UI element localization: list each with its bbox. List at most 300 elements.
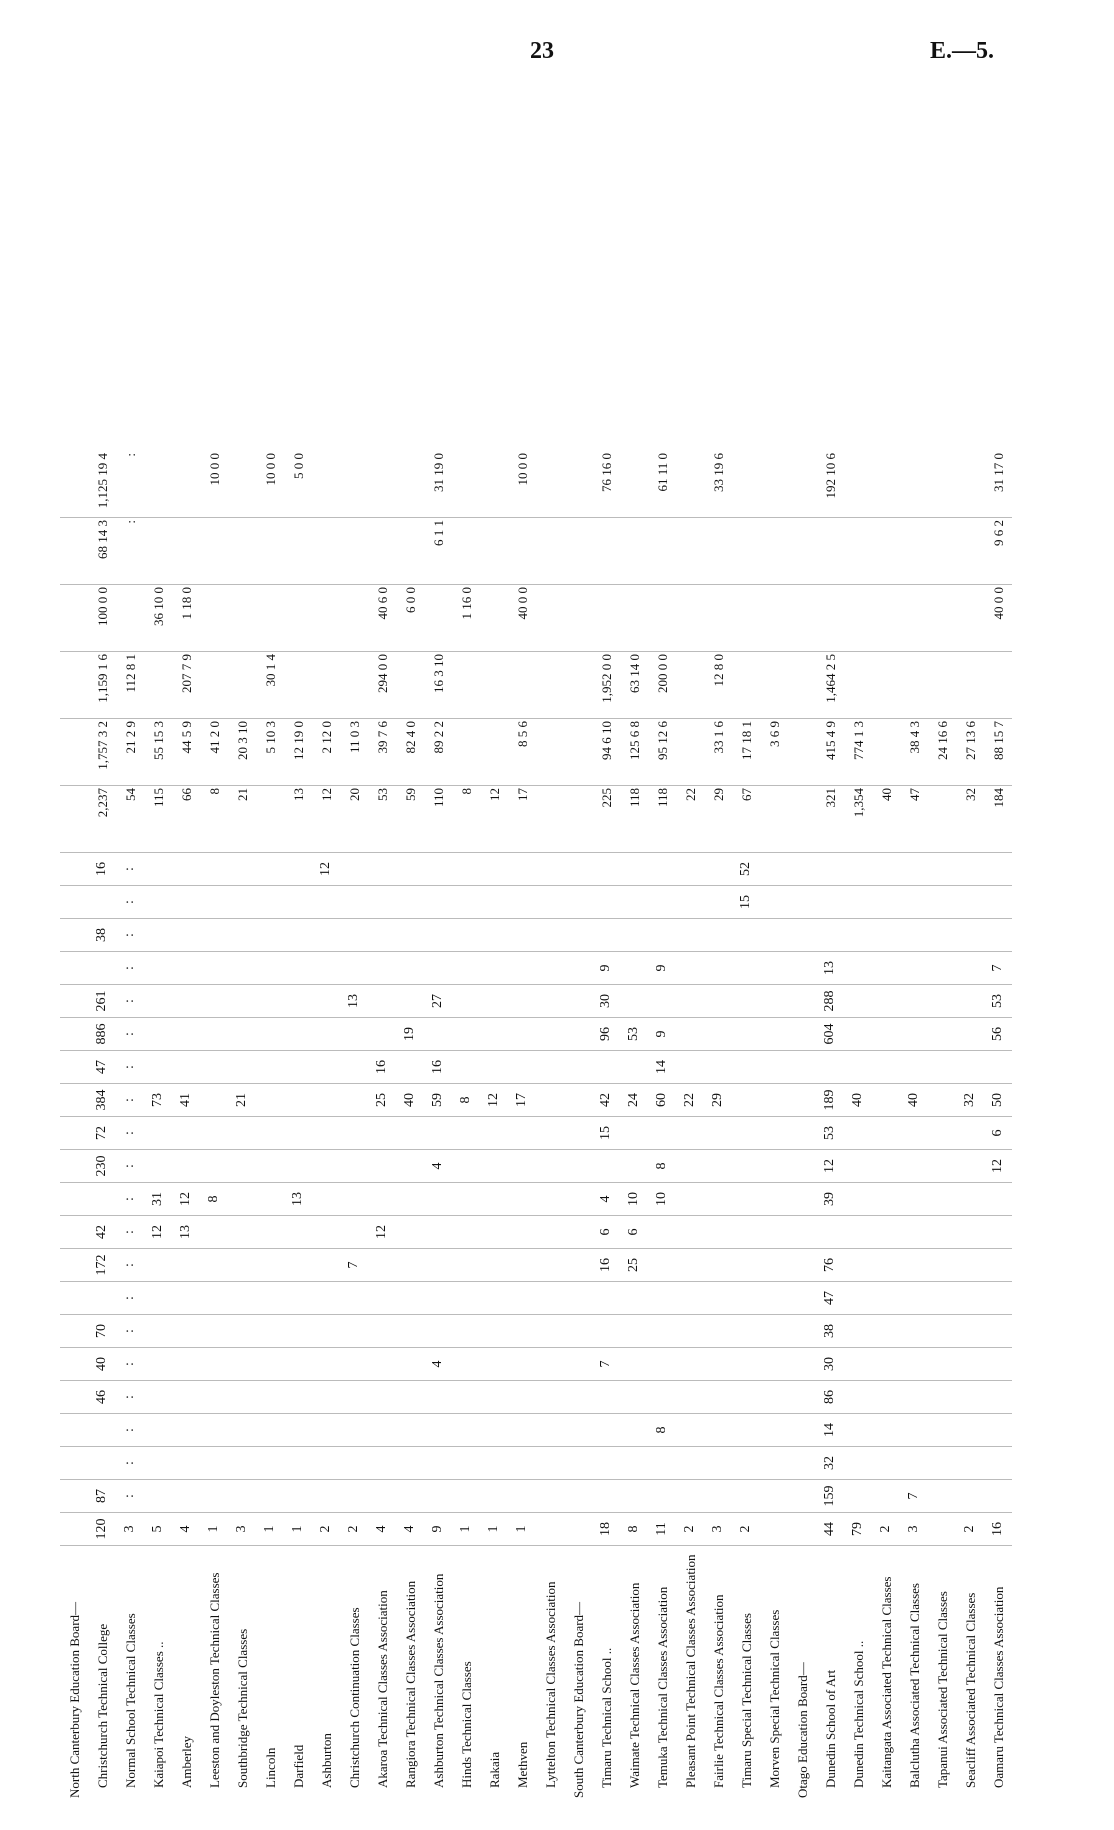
table-cell	[508, 985, 536, 1018]
table-row	[480, 451, 508, 1800]
table-cell	[340, 1183, 368, 1216]
table-row	[704, 451, 732, 1800]
table-cell	[312, 585, 340, 652]
table-cell: 2 12 0	[312, 719, 340, 786]
table-cell: 120	[88, 1513, 116, 1546]
table-cell	[620, 585, 648, 652]
table-cell	[396, 1414, 424, 1447]
table-cell	[872, 1249, 900, 1282]
table-cell	[144, 1447, 172, 1480]
table-cell: 3	[704, 1513, 732, 1546]
table-cell: 8 5 6	[508, 719, 536, 786]
table-cell	[452, 1315, 480, 1348]
table-cell: 8	[200, 786, 228, 853]
table-cell	[844, 1414, 872, 1447]
table-cell: :	[116, 919, 144, 952]
table-cell	[144, 919, 172, 952]
table-cell: 89 2 2	[424, 719, 452, 786]
table-cell: 7	[900, 1480, 928, 1513]
table-cell	[452, 1216, 480, 1249]
table-cell	[788, 1282, 816, 1315]
table-cell	[508, 1315, 536, 1348]
table-cell	[872, 985, 900, 1018]
table-cell: 7	[340, 1249, 368, 1282]
table-cell	[424, 585, 452, 652]
table-row	[536, 451, 564, 1800]
table-cell	[396, 952, 424, 985]
table-cell	[256, 585, 284, 652]
row-label: Normal School Technical Classes	[122, 1613, 138, 1788]
table-cell	[760, 1282, 788, 1315]
table-cell: 31 19 0	[424, 451, 452, 518]
table-cell	[760, 853, 788, 886]
table-cell	[676, 1348, 704, 1381]
table-cell	[676, 1018, 704, 1051]
table-cell	[452, 952, 480, 985]
table-cell	[872, 1117, 900, 1150]
table-cell	[396, 1315, 424, 1348]
table-cell	[340, 853, 368, 886]
table-cell: 44	[816, 1513, 844, 1546]
table-cell	[564, 919, 592, 952]
table-cell	[704, 919, 732, 952]
table-cell	[564, 652, 592, 719]
table-cell	[704, 1249, 732, 1282]
table-cell	[676, 1117, 704, 1150]
table-cell	[228, 1051, 256, 1084]
table-cell	[508, 1480, 536, 1513]
table-cell	[508, 1381, 536, 1414]
table-cell: 294 0 0	[368, 652, 396, 719]
table-cell	[928, 1381, 956, 1414]
table-cell	[900, 919, 928, 952]
table-cell	[508, 919, 536, 952]
row-label: Hinds Technical Classes	[458, 1661, 474, 1788]
table-cell: 36 10 0	[144, 585, 172, 652]
table-cell: 30	[816, 1348, 844, 1381]
table-cell: 20	[340, 786, 368, 853]
table-cell	[452, 1447, 480, 1480]
table-cell	[676, 853, 704, 886]
page-reference: E.—5.	[930, 38, 995, 64]
table-cell	[956, 1183, 984, 1216]
table-cell	[396, 886, 424, 919]
table-cell	[788, 886, 816, 919]
table-cell	[480, 1315, 508, 1348]
table-cell	[676, 1150, 704, 1183]
table-cell	[732, 1249, 760, 1282]
table-cell	[872, 1183, 900, 1216]
table-cell	[564, 1513, 592, 1546]
table-cell	[844, 1249, 872, 1282]
table-cell	[620, 952, 648, 985]
table-cell	[228, 585, 256, 652]
table-cell	[396, 1051, 424, 1084]
table-cell	[284, 652, 312, 719]
table-cell	[396, 1183, 424, 1216]
table-cell: 1,757 3 2	[88, 719, 116, 786]
table-cell	[648, 1348, 676, 1381]
table-cell: 73	[144, 1084, 172, 1117]
table-cell	[760, 585, 788, 652]
row-label: Oamaru Technical Classes Association	[990, 1586, 1006, 1788]
row-label: Rangiora Technical Classes Association	[402, 1580, 418, 1788]
table-cell	[788, 1348, 816, 1381]
table-cell: 100 0 0	[88, 585, 116, 652]
table-cell: :	[116, 1150, 144, 1183]
table-cell	[368, 952, 396, 985]
table-cell: 184	[984, 786, 1012, 853]
table-cell: 41	[172, 1084, 200, 1117]
table-cell	[788, 585, 816, 652]
table-cell	[592, 1381, 620, 1414]
table-cell: 8	[620, 1513, 648, 1546]
table-cell	[900, 451, 928, 518]
table-cell	[480, 1480, 508, 1513]
table-cell: 14	[816, 1414, 844, 1447]
table-row	[984, 451, 1012, 1800]
table-cell	[60, 1150, 88, 1183]
table-cell	[788, 1051, 816, 1084]
table-cell	[508, 1150, 536, 1183]
table-cell: 6 0 0	[396, 585, 424, 652]
table-cell	[872, 585, 900, 652]
table-row	[256, 451, 284, 1800]
table-cell	[704, 1018, 732, 1051]
table-cell	[340, 585, 368, 652]
table-cell	[228, 1150, 256, 1183]
table-cell	[760, 1051, 788, 1084]
table-cell	[424, 1117, 452, 1150]
table-cell: 6	[592, 1216, 620, 1249]
table-cell	[900, 1117, 928, 1150]
table-cell	[648, 1117, 676, 1150]
table-cell	[452, 1282, 480, 1315]
row-label: Darfield	[290, 1744, 306, 1788]
table-cell: 10 0 0	[508, 451, 536, 518]
table-cell	[984, 919, 1012, 952]
table-cell	[284, 1315, 312, 1348]
table-cell	[760, 1513, 788, 1546]
table-cell	[732, 652, 760, 719]
table-cell	[564, 1018, 592, 1051]
table-cell: 172	[88, 1249, 116, 1282]
table-cell	[144, 1381, 172, 1414]
table-cell	[648, 1216, 676, 1249]
table-cell	[312, 1414, 340, 1447]
table-cell	[144, 1282, 172, 1315]
table-row	[144, 451, 172, 1800]
table-cell: 110	[424, 786, 452, 853]
table-cell	[676, 585, 704, 652]
row-label: Akaroa Technical Classes Association	[374, 1590, 390, 1788]
table-cell	[340, 1150, 368, 1183]
table-cell: 230	[88, 1150, 116, 1183]
table-cell	[732, 451, 760, 518]
row-label: Waimate Technical Classes Association	[626, 1582, 642, 1788]
table-cell	[928, 1447, 956, 1480]
table-cell	[928, 585, 956, 652]
table-cell	[704, 1447, 732, 1480]
row-label: Otago Education Board—	[794, 1662, 810, 1798]
table-cell: :	[116, 1414, 144, 1447]
table-cell: 2	[312, 1513, 340, 1546]
table-cell	[480, 1381, 508, 1414]
table-cell: 60	[648, 1084, 676, 1117]
table-cell	[88, 952, 116, 985]
table-cell: 1,159 1 6	[88, 652, 116, 719]
table-row	[592, 451, 620, 1800]
table-cell: 87	[88, 1480, 116, 1513]
table-cell	[732, 1282, 760, 1315]
table-cell: 82 4 0	[396, 719, 424, 786]
table-cell	[256, 886, 284, 919]
table-cell	[732, 1018, 760, 1051]
row-label: Methven	[514, 1741, 530, 1788]
table-cell	[844, 985, 872, 1018]
table-cell	[368, 1315, 396, 1348]
table-cell	[844, 585, 872, 652]
table-cell: 13	[284, 786, 312, 853]
table-cell: 4	[368, 1513, 396, 1546]
table-cell: 47	[900, 786, 928, 853]
table-cell	[312, 1051, 340, 1084]
table-cell	[620, 853, 648, 886]
table-cell	[564, 585, 592, 652]
table-cell: 2	[956, 1513, 984, 1546]
table-cell	[928, 1117, 956, 1150]
table-cell: 886	[88, 1018, 116, 1051]
table-cell: 159	[816, 1480, 844, 1513]
table-cell	[60, 1414, 88, 1447]
table-cell	[312, 1183, 340, 1216]
table-cell	[60, 652, 88, 719]
table-row	[452, 451, 480, 1800]
table-cell	[900, 1150, 928, 1183]
table-cell: 40	[872, 786, 900, 853]
table-cell	[284, 853, 312, 886]
table-cell	[648, 1249, 676, 1282]
table-cell	[704, 1315, 732, 1348]
table-cell	[200, 1150, 228, 1183]
table-cell	[508, 652, 536, 719]
table-cell	[788, 652, 816, 719]
table-cell	[928, 1315, 956, 1348]
table-cell	[844, 1150, 872, 1183]
table-cell: 3	[116, 1513, 144, 1546]
table-cell	[536, 1249, 564, 1282]
table-cell	[60, 1348, 88, 1381]
table-cell	[928, 1018, 956, 1051]
table-cell: 40	[88, 1348, 116, 1381]
table-cell	[396, 1282, 424, 1315]
table-cell	[480, 1414, 508, 1447]
table-cell	[172, 1051, 200, 1084]
table-cell	[956, 1150, 984, 1183]
row-label: Kaitangata Associated Technical Classes	[878, 1576, 894, 1788]
table-cell	[648, 1447, 676, 1480]
table-cell	[536, 1348, 564, 1381]
table-cell: 1	[200, 1513, 228, 1546]
table-cell	[284, 585, 312, 652]
table-cell: 1	[284, 1513, 312, 1546]
table-cell	[340, 1018, 368, 1051]
table-cell	[872, 451, 900, 518]
table-cell	[480, 1117, 508, 1150]
table-cell: 39	[816, 1183, 844, 1216]
table-cell	[508, 1051, 536, 1084]
table-cell	[872, 1480, 900, 1513]
table-cell	[844, 518, 872, 585]
table-cell: 66	[172, 786, 200, 853]
table-cell	[312, 985, 340, 1018]
table-cell	[172, 1282, 200, 1315]
table-cell	[60, 1282, 88, 1315]
table-cell	[396, 451, 424, 518]
table-cell	[956, 1282, 984, 1315]
table-cell	[508, 1117, 536, 1150]
table-cell	[928, 518, 956, 585]
table-cell	[928, 1150, 956, 1183]
table-cell	[788, 1117, 816, 1150]
table-cell	[368, 1480, 396, 1513]
table-cell: 15	[732, 886, 760, 919]
table-cell: 13	[172, 1216, 200, 1249]
table-cell: 7	[592, 1348, 620, 1381]
table-cell: 53	[816, 1117, 844, 1150]
table-cell: 33 1 6	[704, 719, 732, 786]
table-cell	[284, 1381, 312, 1414]
table-cell	[844, 919, 872, 952]
table-cell	[60, 919, 88, 952]
table-cell: :	[116, 1216, 144, 1249]
table-cell	[508, 1249, 536, 1282]
table-cell	[732, 585, 760, 652]
table-row	[340, 451, 368, 1800]
table-row	[620, 451, 648, 1800]
table-cell	[256, 1018, 284, 1051]
table-cell	[956, 518, 984, 585]
table-cell: :	[116, 1447, 144, 1480]
table-cell	[676, 1216, 704, 1249]
table-cell	[452, 1480, 480, 1513]
table-cell	[256, 1348, 284, 1381]
table-cell	[312, 652, 340, 719]
table-cell	[452, 985, 480, 1018]
table-cell: :	[116, 853, 144, 886]
table-cell: 1	[452, 1513, 480, 1546]
table-cell	[788, 1150, 816, 1183]
table-cell: 24	[620, 1084, 648, 1117]
board-header-row	[564, 451, 592, 1800]
table-cell: 6	[620, 1216, 648, 1249]
table-cell	[228, 518, 256, 585]
table-cell	[732, 1348, 760, 1381]
table-cell: :	[116, 1381, 144, 1414]
table-cell	[480, 919, 508, 952]
table-cell	[172, 1381, 200, 1414]
table-cell	[480, 1150, 508, 1183]
table-cell	[144, 1018, 172, 1051]
table-cell: 12	[480, 786, 508, 853]
table-cell	[172, 853, 200, 886]
table-cell	[984, 1315, 1012, 1348]
table-cell	[844, 1480, 872, 1513]
table-cell: 96	[592, 1018, 620, 1051]
row-label: Kaiapoi Technical Classes ..	[150, 1641, 166, 1788]
row-label: Dunedin Technical School ..	[850, 1640, 866, 1788]
table-cell	[900, 1315, 928, 1348]
table-cell	[452, 853, 480, 886]
table-cell	[564, 1282, 592, 1315]
table-cell: 3	[900, 1513, 928, 1546]
table-cell: 12	[816, 1150, 844, 1183]
table-cell	[60, 1447, 88, 1480]
table-cell	[452, 1348, 480, 1381]
table-cell	[312, 1249, 340, 1282]
table-cell	[256, 1117, 284, 1150]
table-cell	[144, 1348, 172, 1381]
table-cell	[928, 1051, 956, 1084]
table-cell	[956, 451, 984, 518]
table-cell: 16	[368, 1051, 396, 1084]
table-cell: 16 3 10	[424, 652, 452, 719]
table-cell	[956, 585, 984, 652]
row-label: Tapanui Associated Technical Classes	[934, 1591, 950, 1788]
table-cell	[536, 1381, 564, 1414]
table-cell	[928, 786, 956, 853]
table-cell	[508, 886, 536, 919]
row-label: Lyttelton Technical Classes Association	[542, 1581, 558, 1788]
table-cell	[340, 1381, 368, 1414]
row-label: Lincoln	[262, 1747, 278, 1788]
table-cell: 1	[480, 1513, 508, 1546]
table-cell	[200, 1447, 228, 1480]
table-cell	[340, 1348, 368, 1381]
table-cell	[760, 1348, 788, 1381]
table-cell	[564, 451, 592, 518]
table-cell	[648, 853, 676, 886]
table-cell	[228, 1414, 256, 1447]
table-cell: 2	[732, 1513, 760, 1546]
table-cell	[676, 1480, 704, 1513]
table-cell	[536, 1084, 564, 1117]
table-cell	[704, 1282, 732, 1315]
table-cell	[256, 786, 284, 853]
table-cell	[60, 985, 88, 1018]
table-cell	[172, 985, 200, 1018]
table-cell	[228, 451, 256, 518]
table-cell: 112 8 1	[116, 652, 144, 719]
table-cell	[228, 1315, 256, 1348]
table-cell: 52	[732, 853, 760, 886]
table-cell	[256, 1282, 284, 1315]
table-cell	[284, 886, 312, 919]
table-cell: :	[116, 1480, 144, 1513]
table-cell	[172, 952, 200, 985]
table-row	[284, 451, 312, 1800]
table-cell	[872, 886, 900, 919]
table-cell	[844, 1348, 872, 1381]
table-cell	[60, 585, 88, 652]
table-cell	[844, 1183, 872, 1216]
table-cell	[676, 1414, 704, 1447]
table-cell	[368, 1183, 396, 1216]
table-cell: 11 0 3	[340, 719, 368, 786]
table-cell: 16	[592, 1249, 620, 1282]
table-cell	[396, 1480, 424, 1513]
table-cell	[928, 1249, 956, 1282]
